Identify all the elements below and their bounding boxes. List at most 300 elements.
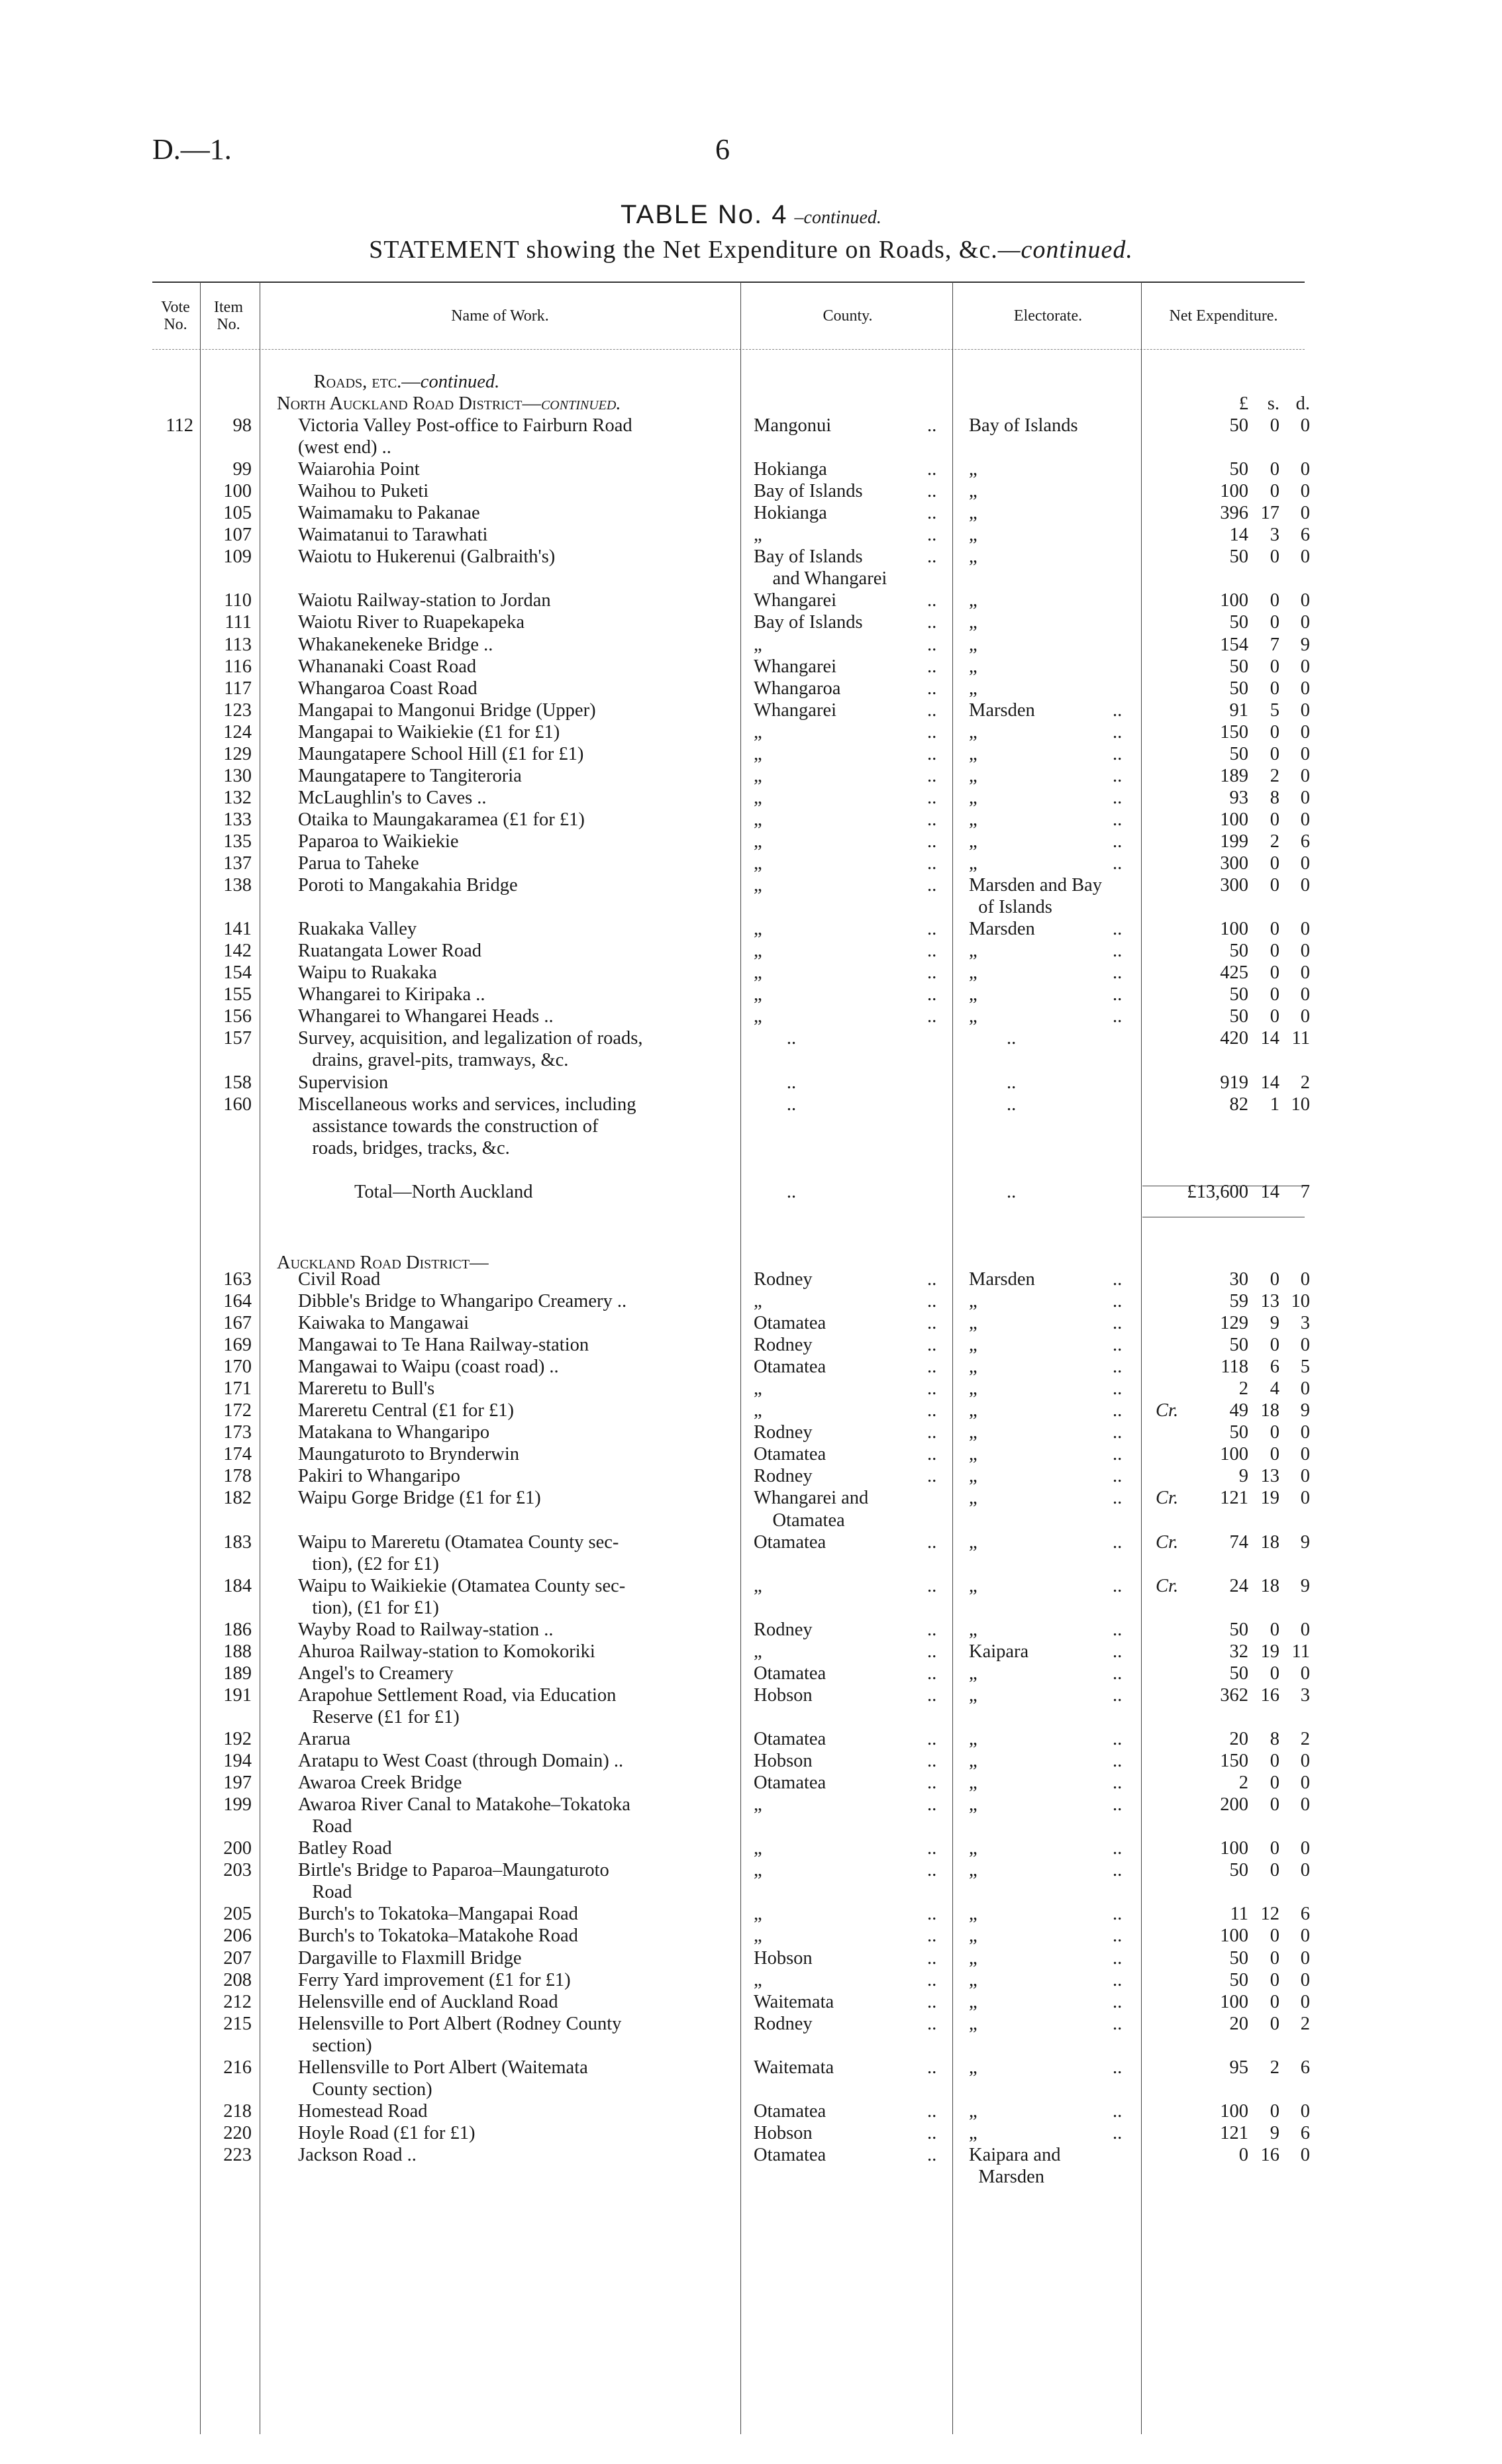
table-row: [0, 1268, 1502, 1290]
electorate-name: „: [969, 1751, 977, 1772]
pence-value: 0: [1300, 590, 1310, 611]
electorate-leader-dots: ..: [1113, 1641, 1123, 1662]
pence-value: 0: [1300, 919, 1310, 940]
shillings-value: 4: [1270, 1378, 1279, 1400]
work-name: section): [298, 2035, 372, 2056]
county-name: „: [754, 1925, 762, 1947]
table-continued: –continued.: [794, 207, 881, 228]
shillings-value: 0: [1270, 590, 1279, 611]
pence-value: 10: [1291, 1291, 1310, 1311]
pence-value: 5: [1300, 1357, 1310, 1378]
pence-value: 0: [1300, 1751, 1310, 1772]
pence-value: 0: [1300, 2100, 1310, 2122]
electorate-name: „: [969, 612, 977, 633]
table-row: [0, 2122, 1502, 2144]
col-name-header: Name of Work.: [451, 307, 549, 325]
roads-section-title: [0, 371, 1158, 393]
electorate-name: „: [969, 1794, 977, 1816]
electorate-name: „: [969, 2057, 977, 2078]
electorate-name: Bay of Islands: [969, 415, 1078, 436]
county-leader-dots: ..: [927, 2013, 937, 2034]
pounds-value: 50: [1229, 1619, 1248, 1640]
shillings-value: 0: [1270, 459, 1279, 480]
shillings-value: 19: [1260, 1488, 1279, 1509]
table-row: [0, 1443, 1502, 1465]
item-number: 123: [223, 699, 252, 721]
electorate-leader-dots: ..: [1113, 809, 1123, 830]
county-name: and Whangarei: [754, 568, 887, 590]
pounds-value: 82: [1229, 1094, 1248, 1115]
work-name: Waiotu River to Ruapekapeka: [298, 612, 525, 633]
pence-value: 0: [1300, 1860, 1310, 1881]
work-name: Mangawai to Waipu (coast road) ..: [298, 1357, 559, 1378]
county-leader-dots: ..: [927, 546, 937, 568]
pence-value: 9: [1300, 1400, 1310, 1421]
item-number: 191: [223, 1684, 252, 1706]
table-row: [0, 787, 1502, 809]
item-number: 129: [223, 743, 252, 764]
shillings-value: 0: [1270, 941, 1279, 962]
pence-value: 6: [1300, 2057, 1310, 2078]
county-leader-dots: ..: [927, 2100, 937, 2122]
item-number: 163: [223, 1268, 252, 1290]
shillings-value: 0: [1270, 415, 1279, 436]
county-name: „: [754, 831, 762, 852]
county-name: „: [754, 962, 762, 984]
pence-value: 0: [1300, 481, 1310, 502]
pounds-value: 50: [1229, 1422, 1248, 1443]
pounds-value: 50: [1229, 459, 1248, 480]
item-number: 183: [223, 1531, 252, 1553]
electorate-name: „: [969, 962, 977, 984]
pence-value: 0: [1300, 1466, 1310, 1487]
county-leader-dots: ..: [927, 831, 937, 852]
pounds-value: 300: [1220, 875, 1248, 896]
table-row: [0, 2057, 1502, 2079]
table-row: [0, 634, 1502, 656]
shillings-value: 0: [1270, 984, 1279, 1005]
pence-value: 0: [1300, 503, 1310, 524]
pence-value: 0: [1300, 1838, 1310, 1859]
pounds-value: 50: [1229, 415, 1248, 436]
pounds-value: 300: [1220, 853, 1248, 874]
shillings-value: 2: [1270, 831, 1279, 852]
electorate-leader-dots: ..: [1113, 1619, 1123, 1640]
table-row: [0, 1203, 1502, 1225]
pence-value: 0: [1300, 1794, 1310, 1816]
pence-value: 0: [1300, 984, 1310, 1005]
electorate-name: Marsden: [969, 2167, 1044, 2187]
county-leader-dots: ..: [927, 1904, 937, 1925]
work-name: (west end) ..: [298, 437, 391, 458]
pence-value: 0: [1300, 1925, 1310, 1947]
shillings-value: 0: [1270, 919, 1279, 940]
item-number: 173: [223, 1422, 252, 1443]
county-leader-dots: ..: [927, 853, 937, 874]
currency-header: [0, 393, 1502, 415]
shillings-value: 0: [1270, 1619, 1279, 1640]
work-name: Whakanekeneke Bridge ..: [298, 634, 493, 655]
county-name: Bay of Islands: [754, 546, 863, 568]
pounds-value: 50: [1229, 656, 1248, 677]
work-name: tion), (£1 for £1): [298, 1597, 439, 1618]
work-name: Victoria Valley Post-office to Fairburn Road: [298, 415, 632, 436]
county-leader-dots: ..: [927, 1751, 937, 1772]
county-name: Rodney: [754, 2013, 813, 2034]
electorate-name: „: [969, 721, 977, 743]
electorate-name: „: [969, 1663, 977, 1684]
county-name: Rodney: [754, 1422, 813, 1443]
table-row: [0, 458, 1502, 480]
shillings-value: 2: [1270, 2057, 1279, 2078]
work-name: Hoyle Road (£1 for £1): [298, 2122, 476, 2143]
county-leader-dots: ..: [927, 1619, 937, 1640]
table-row: [0, 1049, 1502, 1071]
table-row: [0, 1005, 1502, 1027]
county-name: Waitemata: [754, 1991, 834, 2012]
county-leader-dots: ..: [927, 1860, 937, 1881]
table-row: [0, 918, 1502, 940]
pounds-value: 93: [1229, 787, 1248, 808]
item-number: 155: [223, 984, 252, 1005]
table-row: [0, 1312, 1502, 1334]
pence-value: 9: [1300, 1575, 1310, 1596]
shillings-value: 0: [1270, 743, 1279, 764]
pence-value: 0: [1300, 853, 1310, 874]
pence-value: 0: [1300, 678, 1310, 699]
county-name: Otamatea: [754, 1444, 826, 1465]
electorate-leader-dots: ..: [1113, 1268, 1123, 1290]
shillings-value: 17: [1260, 503, 1279, 524]
pence-value: 0: [1300, 459, 1310, 480]
pounds-symbol: £: [1238, 393, 1248, 414]
county-leader-dots: ..: [927, 678, 937, 699]
table-row: [0, 2144, 1502, 2166]
shillings-value: 8: [1270, 787, 1279, 808]
electorate-name: „: [969, 765, 977, 786]
county-name: „: [754, 1400, 762, 1421]
shillings-value: 0: [1270, 875, 1279, 896]
table-row: [0, 1137, 1502, 1159]
electorate-leader-dots: ..: [1113, 853, 1123, 874]
pence-value: 0: [1300, 1422, 1310, 1443]
item-number: 105: [223, 503, 252, 524]
electorate-leader-dots: ..: [1113, 1313, 1123, 1334]
electorate-leader-dots: ..: [1113, 1357, 1123, 1378]
table-row: [0, 524, 1502, 546]
pence-value: 0: [1300, 787, 1310, 808]
work-name: Miscellaneous works and services, including: [298, 1094, 636, 1115]
pounds-value: 100: [1220, 481, 1248, 502]
county-leader-dots: ..: [927, 721, 937, 743]
item-number: 186: [223, 1619, 252, 1640]
work-name: Supervision: [298, 1072, 389, 1093]
electorate-leader-dots: ..: [1113, 1772, 1123, 1794]
pence-value: 10: [1291, 1094, 1310, 1115]
item-number: 156: [223, 1006, 252, 1027]
pounds-value: 95: [1229, 2057, 1248, 2078]
electorate-name: „: [969, 1619, 977, 1640]
pence-value: 0: [1300, 1268, 1310, 1290]
electorate-leader-dots: ..: [1113, 1422, 1123, 1443]
electorate-name: „: [969, 1006, 977, 1027]
item-number: 154: [223, 962, 252, 984]
shillings-value: 0: [1270, 656, 1279, 677]
table-row: [0, 1859, 1502, 1881]
roads-section-label: Roads, etc.—: [313, 372, 421, 392]
table-row: [0, 415, 1502, 436]
electorate-leader-dots: ..: [1113, 919, 1123, 940]
pounds-value: 129: [1220, 1313, 1248, 1334]
item-number: 137: [223, 853, 252, 874]
electorate-name: „: [969, 1531, 977, 1553]
electorate-name: „: [969, 1729, 977, 1749]
work-name: Survey, acquisition, and legalization of roads,: [298, 1028, 643, 1049]
work-name: Wayby Road to Railway-station ..: [298, 1619, 554, 1640]
shillings-value: 1: [1270, 1094, 1279, 1115]
electorate-name: „: [969, 2100, 977, 2122]
work-name: Mangapai to Waikiekie (£1 for £1): [298, 721, 560, 743]
electorate-leader-dots: ..: [1113, 1860, 1123, 1881]
item-number: 206: [223, 1925, 252, 1947]
electorate-name: „: [969, 1400, 977, 1421]
county-name: Whangaroa: [754, 678, 841, 699]
table-row: [0, 678, 1502, 699]
item-number: 100: [223, 481, 252, 502]
county-name: Otamatea: [754, 2100, 826, 2122]
table-row: [0, 1094, 1502, 1115]
pounds-value: 100: [1220, 590, 1248, 611]
pence-value: 0: [1300, 2144, 1310, 2165]
item-number: 160: [223, 1094, 252, 1115]
work-name: Jackson Road ..: [298, 2144, 417, 2165]
shillings-value: 0: [1270, 546, 1279, 568]
pence-value: 0: [1300, 1772, 1310, 1794]
item-number: 124: [223, 721, 252, 743]
item-number: 167: [223, 1313, 252, 1334]
table-row: [0, 940, 1502, 962]
table-row: [0, 568, 1502, 590]
county-leader-dots: ..: [927, 1991, 937, 2012]
pounds-value: 200: [1220, 1794, 1248, 1816]
electorate-name: „: [969, 503, 977, 524]
electorate-name: „: [969, 2013, 977, 2034]
pence-value: 6: [1300, 831, 1310, 852]
pounds-value: 150: [1220, 1751, 1248, 1772]
county-leader-dots: ..: [927, 743, 937, 764]
county-name: „: [754, 1904, 762, 1925]
pounds-value: 74: [1229, 1531, 1248, 1553]
pounds-value: 121: [1220, 2122, 1248, 2143]
pence-symbol: d.: [1295, 393, 1310, 414]
work-name: Otaika to Maungakaramea (£1 for £1): [298, 809, 585, 830]
table-row: [0, 1947, 1502, 1969]
county-name: Whangarei: [754, 699, 837, 721]
pence-value: 3: [1300, 1684, 1310, 1706]
pounds-value: 100: [1220, 809, 1248, 830]
county-name: Hokianga: [754, 503, 827, 524]
electorate-leader-dots: ..: [1113, 1729, 1123, 1749]
table-row: [0, 1487, 1502, 1509]
county-name: „: [754, 919, 762, 940]
work-name: Whananaki Coast Road: [298, 656, 477, 677]
county-name: Otamatea: [754, 1313, 826, 1334]
pounds-value: 150: [1220, 721, 1248, 743]
pounds-value: 425: [1220, 962, 1248, 984]
work-name: roads, bridges, tracks, &c.: [298, 1137, 510, 1158]
county-name: Otamatea: [754, 1531, 826, 1553]
electorate-leader-dots: ..: [1113, 1335, 1123, 1356]
table-row: [0, 2013, 1502, 2035]
electorate-leader-dots: ..: [1113, 1575, 1123, 1596]
county-name: „: [754, 1575, 762, 1596]
shillings-value: 0: [1270, 612, 1279, 633]
table-row: [0, 546, 1502, 568]
pence-value: 0: [1300, 1488, 1310, 1509]
electorate-name: „: [969, 678, 977, 699]
county-name: „: [754, 875, 762, 896]
county-name: Hobson: [754, 1947, 813, 1969]
pounds-value: 24: [1229, 1575, 1248, 1596]
work-name: Mareretu to Bull's: [298, 1378, 435, 1400]
pence-value: 0: [1300, 1663, 1310, 1684]
county-name: Otamatea: [754, 1510, 845, 1531]
table-row: [0, 809, 1502, 831]
electorate-name: „: [969, 743, 977, 764]
credit-marker: Cr.: [1156, 1531, 1179, 1553]
item-number: 171: [223, 1378, 252, 1400]
work-name: Birtle's Bridge to Paparoa–Maungaturoto: [298, 1860, 609, 1881]
shillings-value: 12: [1260, 1904, 1279, 1925]
pounds-value: 118: [1221, 1357, 1248, 1378]
table-row: [0, 1969, 1502, 1991]
county-name: „: [754, 1378, 762, 1400]
county-name: Rodney: [754, 1335, 813, 1356]
pounds-value: 121: [1220, 1488, 1248, 1509]
shillings-value: 19: [1260, 1641, 1279, 1662]
county-name: Hobson: [754, 1751, 813, 1772]
county-leader-dots: ..: [927, 1729, 937, 1749]
county-name: Hokianga: [754, 459, 827, 480]
item-number: 130: [223, 765, 252, 786]
item-number: 164: [223, 1291, 252, 1311]
shillings-value: 18: [1260, 1531, 1279, 1553]
electorate-leader-dots: ..: [1113, 1444, 1123, 1465]
item-number: 141: [223, 919, 252, 940]
table-row: [0, 699, 1502, 721]
county-leader-dots: ..: [927, 1663, 937, 1684]
electorate-name: „: [969, 525, 977, 546]
work-name: Ruakaka Valley: [298, 919, 417, 940]
electorate-name: „: [969, 1313, 977, 1334]
credit-marker: Cr.: [1156, 1575, 1179, 1596]
item-number: 133: [223, 809, 252, 830]
item-number: 216: [223, 2057, 252, 2078]
county-leader-dots: ..: [927, 1335, 937, 1356]
table-row: [0, 962, 1502, 984]
col-vote-header: Vote No.: [161, 299, 190, 333]
county-name: Rodney: [754, 1466, 813, 1487]
county-leader-dots: ..: [927, 962, 937, 984]
credit-marker: Cr.: [1156, 1400, 1179, 1421]
shillings-value: 0: [1270, 1947, 1279, 1969]
pence-value: 0: [1300, 1969, 1310, 1990]
table-row: [0, 436, 1502, 458]
work-name: Road: [298, 1882, 352, 1903]
county-leader-dots: ..: [927, 1925, 937, 1947]
pence-value: 0: [1300, 809, 1310, 830]
county-name: Otamatea: [754, 1357, 826, 1378]
electorate-name: „: [969, 1488, 977, 1509]
county-name: „: [754, 1969, 762, 1990]
work-name: Ahuroa Railway-station to Komokoriki: [298, 1641, 595, 1662]
pounds-value: 100: [1220, 919, 1248, 940]
work-name: Awaroa Creek Bridge: [298, 1772, 462, 1794]
work-name: Batley Road: [298, 1838, 392, 1859]
electorate-leader-dots: ..: [1113, 1947, 1123, 1969]
electorate-leader-dots: ..: [1113, 2122, 1123, 2143]
shillings-value: 3: [1270, 525, 1279, 546]
table-row: [0, 1531, 1502, 1553]
pence-value: 0: [1300, 656, 1310, 677]
table-row: [0, 743, 1502, 765]
work-name: Homestead Road: [298, 2100, 428, 2122]
table-row: [0, 1619, 1502, 1641]
table-row: [0, 1247, 1502, 1268]
table-row: [0, 1816, 1502, 1837]
county-leader-dots: ..: [927, 2144, 937, 2165]
electorate-leader-dots: ..: [1113, 962, 1123, 984]
county-name: „: [754, 853, 762, 874]
electorate-name: „: [969, 1357, 977, 1378]
electorate-name: „: [969, 1422, 977, 1443]
county-leader-dots: ..: [927, 1575, 937, 1596]
pence-value: 0: [1300, 699, 1310, 721]
county-leader-dots: ..: [927, 1400, 937, 1421]
electorate-name: ..: [969, 1028, 1017, 1049]
electorate-leader-dots: ..: [1113, 1684, 1123, 1706]
pence-value: 2: [1300, 1072, 1310, 1093]
pounds-value: 50: [1229, 612, 1248, 633]
item-number: 208: [223, 1969, 252, 1990]
electorate-name: „: [969, 1684, 977, 1706]
pence-value: 9: [1300, 634, 1310, 655]
table-row: [0, 1925, 1502, 1947]
table-row: [0, 896, 1502, 918]
county-leader-dots: ..: [927, 634, 937, 655]
document-reference: D.—1.: [152, 133, 232, 166]
item-number: 189: [223, 1663, 252, 1684]
table-row: [0, 1159, 1502, 1181]
county-name: „: [754, 1641, 762, 1662]
shillings-value: 16: [1260, 1684, 1279, 1706]
county-name: Otamatea: [754, 1729, 826, 1749]
electorate-name: „: [969, 1991, 977, 2012]
electorate-name: „: [969, 984, 977, 1005]
table-row: [0, 1903, 1502, 1925]
county-leader-dots: ..: [927, 1641, 937, 1662]
table-row: [0, 1706, 1502, 1728]
county-leader-dots: ..: [927, 1444, 937, 1465]
electorate-name: ..: [969, 1094, 1017, 1115]
pounds-value: 91: [1229, 699, 1248, 721]
shillings-value: 0: [1270, 809, 1279, 830]
county-leader-dots: ..: [927, 1947, 937, 1969]
electorate-name: Marsden: [969, 1268, 1035, 1290]
county-leader-dots: ..: [927, 503, 937, 524]
work-name: drains, gravel-pits, tramways, &c.: [298, 1050, 569, 1071]
shillings-value: 0: [1270, 481, 1279, 502]
